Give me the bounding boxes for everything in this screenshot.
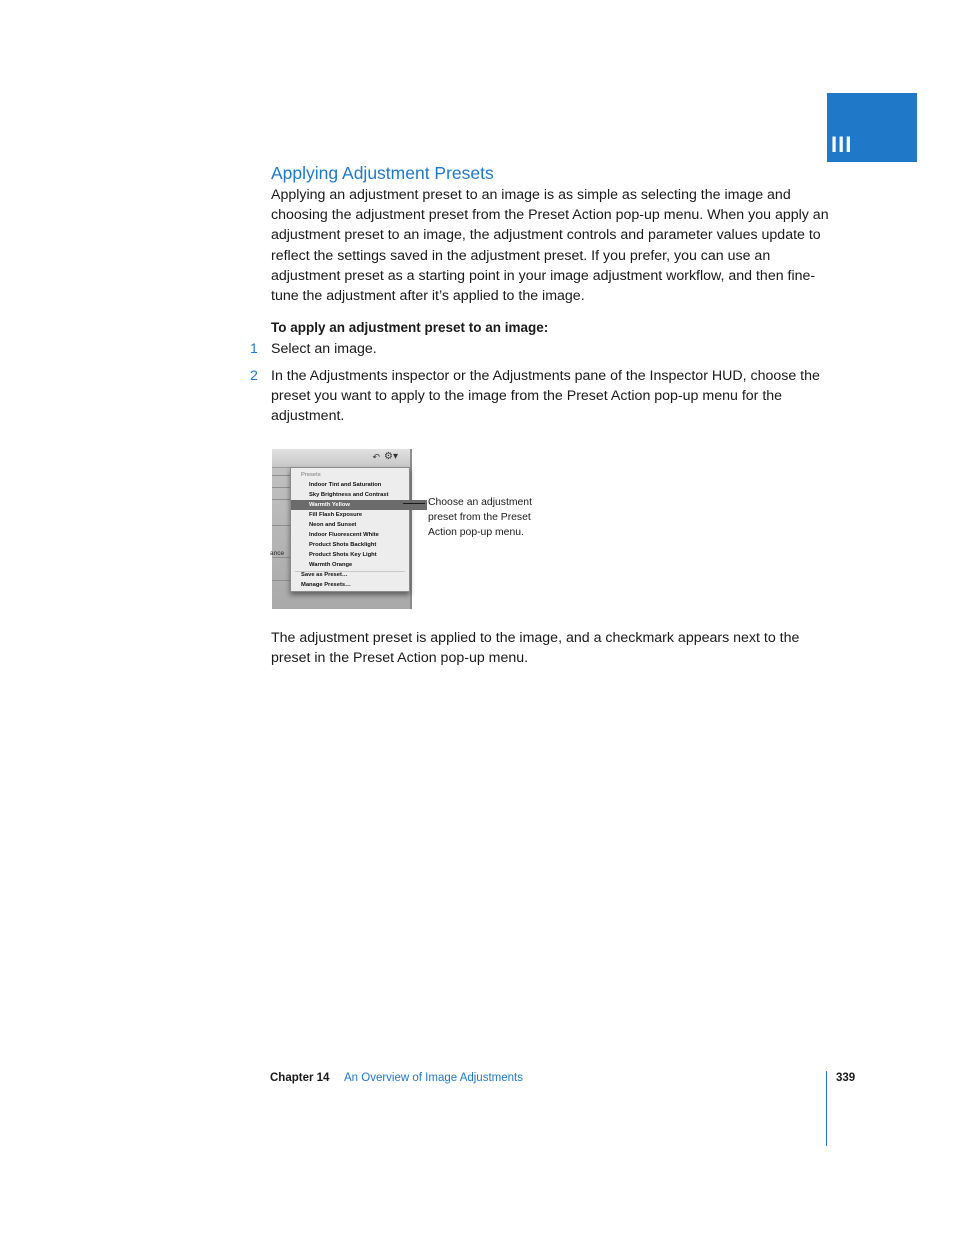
step-text: In the Adjustments inspector or the Adjustments pane of the Inspector HUD, choose the preset you want to apply to the image from the Preset Action pop-up menu for the adjustment. (271, 368, 820, 425)
step-text: Select an image. (271, 341, 377, 357)
footer-chapter-title: An Overview of Image Adjustments (344, 1072, 523, 1084)
procedure-title: To apply an adjustment preset to an image: (271, 320, 549, 335)
menu-item[interactable]: Sky Brightness and Contrast (309, 492, 389, 498)
result-paragraph: The adjustment preset is applied to the image, and a checkmark appears next to the preset in the Preset Action pop-up menu. (271, 630, 800, 667)
figure-side-label: ance (270, 550, 285, 557)
step-number: 1 (250, 341, 258, 357)
preset-action-menu (290, 467, 410, 592)
step-number: 2 (250, 368, 258, 384)
menu-item[interactable]: Fill Flash Exposure (309, 512, 363, 518)
gear-action-icon: ⚙▾ (384, 451, 398, 462)
menu-item-selected[interactable]: Warmth Yellow (291, 500, 427, 510)
part-tab-label: III (831, 132, 853, 157)
manage-presets-item[interactable]: Manage Presets… (301, 582, 351, 588)
menu-header: Presets (301, 472, 321, 478)
intro-paragraph: Applying an adjustment preset to an image is as simple as selecting the image and choosing the adjustment preset from the Preset Action pop-up menu. When you apply an adjustment preset to an image, the adjustment controls and parameter values update to reflect the settings saved in the adjustment preset. If you prefer, you can use an adjustment preset as a starting point in your image adjustment workflow, and then fine-tune the adjustment after it’s applied to the image. (271, 187, 829, 305)
part-tab (827, 93, 917, 162)
menu-item[interactable]: Indoor Fluorescent White (309, 532, 379, 538)
menu-item[interactable]: Indoor Tint and Saturation (309, 482, 382, 488)
figure-toolbar (272, 449, 410, 468)
footer-divider (826, 1071, 827, 1146)
menu-item[interactable]: Product Shots Backlight (309, 542, 377, 548)
section-heading: Applying Adjustment Presets (271, 163, 494, 183)
undo-arrow-icon: ↶ (372, 452, 380, 462)
preset-menu-screenshot (272, 449, 412, 609)
menu-item[interactable]: Product Shots Key Light (309, 552, 377, 558)
page-number: 339 (836, 1072, 856, 1084)
callout-leader-line (403, 503, 425, 504)
footer-chapter: Chapter 14 (270, 1072, 330, 1084)
figure-callout: Choose an adjustment preset from the Preset Action pop-up menu. (428, 497, 532, 538)
figure-background-controls (272, 467, 292, 609)
save-as-preset-item[interactable]: Save as Preset… (301, 572, 348, 578)
menu-item[interactable]: Warmth Orange (309, 562, 353, 568)
menu-item[interactable]: Neon and Sunset (309, 522, 357, 528)
